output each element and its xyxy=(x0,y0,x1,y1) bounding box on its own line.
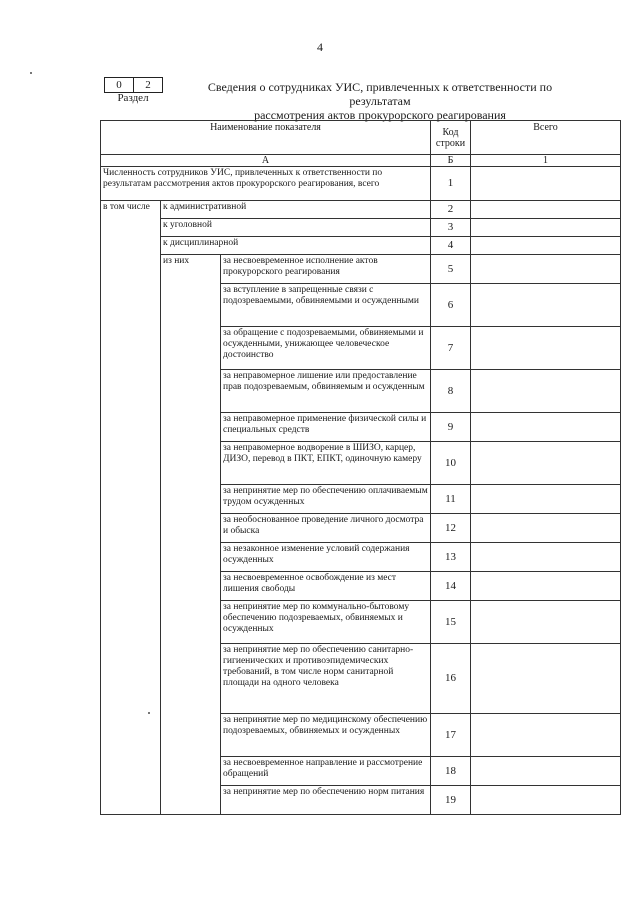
row-code: 3 xyxy=(431,219,471,237)
row-label: за несвоевременное исполнение актов прокурорского реагирования xyxy=(221,255,431,284)
row-total xyxy=(471,714,621,757)
letter-row xyxy=(101,155,621,167)
letter-code: Б xyxy=(431,155,471,167)
row-total xyxy=(471,255,621,284)
row-total xyxy=(471,413,621,442)
row-total xyxy=(471,237,621,255)
page-number: 4 xyxy=(317,40,323,54)
row-code: 4 xyxy=(431,237,471,255)
table-row xyxy=(101,167,621,201)
row-total xyxy=(471,786,621,815)
section-number-box xyxy=(104,77,162,93)
row-label: за необоснованное проведение личного досмотра и обыска xyxy=(221,514,431,543)
table-row xyxy=(101,255,621,284)
letter-name: А xyxy=(101,155,431,167)
row-label: к уголовной xyxy=(161,219,431,237)
row-code: 8 xyxy=(431,370,471,413)
row-code: 1 xyxy=(431,167,471,201)
row-label: за обращение с подозреваемыми, обвиняемыми и осужденными, унижающее человеческое достоинство xyxy=(221,327,431,370)
row-label: за неправомерное водворение в ШИЗО, карцер, ДИЗО, перевод в ПКТ, ЕПКТ, одиночную камеру xyxy=(221,442,431,485)
section-digit: 0 xyxy=(104,77,134,93)
row-code: 9 xyxy=(431,413,471,442)
header-code: Код строки xyxy=(431,121,471,155)
row-total xyxy=(471,327,621,370)
row-label: за непринятие мер по коммунально-бытовому обеспечению подозреваемых, обвиняемых и осужденных xyxy=(221,601,431,644)
row-total xyxy=(471,514,621,543)
letter-total: 1 xyxy=(471,155,621,167)
table-row xyxy=(101,201,621,219)
section-label: Раздел xyxy=(117,92,149,104)
row-code: 13 xyxy=(431,543,471,572)
section-title xyxy=(180,80,580,122)
row-total xyxy=(471,543,621,572)
row-code: 5 xyxy=(431,255,471,284)
row-code: 14 xyxy=(431,572,471,601)
header-name: Наименование показателя xyxy=(101,121,431,155)
row-code: 18 xyxy=(431,757,471,786)
row-code: 16 xyxy=(431,644,471,714)
header-row xyxy=(101,121,621,155)
row-code: 19 xyxy=(431,786,471,815)
row-code: 15 xyxy=(431,601,471,644)
scan-speck xyxy=(30,72,32,74)
row-total xyxy=(471,284,621,327)
row-total xyxy=(471,219,621,237)
row-label: за несвоевременное направление и рассмотрение обращений xyxy=(221,757,431,786)
row-total xyxy=(471,370,621,413)
row-total xyxy=(471,485,621,514)
row-code: 11 xyxy=(431,485,471,514)
scan-speck xyxy=(148,712,150,714)
row-label: за непринятие мер по обеспечению норм питания xyxy=(221,786,431,815)
section-title-line: Сведения о сотрудниках УИС, привлеченных к ответственности по результатам xyxy=(207,80,553,108)
row-label: за непринятие мер по обеспечению оплачиваемым трудом осужденных xyxy=(221,485,431,514)
row-label: за неправомерное лишение или предоставление прав подозреваемым, обвиняемым и осужденным xyxy=(221,370,431,413)
row-label: к дисциплинарной xyxy=(161,237,431,255)
row-label: за непринятие мер по обеспечению санитарно-гигиенических и противоэпидемических требований, в том числе норм санитарной площади на одного человека xyxy=(221,644,431,714)
indicator-table xyxy=(100,120,621,815)
row-label: за незаконное изменение условий содержания осужденных xyxy=(221,543,431,572)
table-row xyxy=(101,219,621,237)
section-title-line: рассмотрения актов прокурорского реагирования xyxy=(254,108,506,122)
row-total xyxy=(471,442,621,485)
section-digit: 2 xyxy=(133,77,163,93)
row-label: за неправомерное применение физической силы и специальных средств xyxy=(221,413,431,442)
row-total xyxy=(471,644,621,714)
row-code: 10 xyxy=(431,442,471,485)
row-label: к административной xyxy=(161,201,431,219)
row-total xyxy=(471,167,621,201)
group-including-label: в том числе xyxy=(101,201,161,815)
row-total xyxy=(471,572,621,601)
row-code: 2 xyxy=(431,201,471,219)
row-code: 12 xyxy=(431,514,471,543)
row-code: 6 xyxy=(431,284,471,327)
group-of-them-label: из них xyxy=(161,255,221,815)
row-total xyxy=(471,601,621,644)
row-total xyxy=(471,201,621,219)
row-label: за несвоевременное освобождение из мест лишения свободы xyxy=(221,572,431,601)
row-code: 17 xyxy=(431,714,471,757)
row-total xyxy=(471,757,621,786)
table-row xyxy=(101,237,621,255)
row-label: Численность сотрудников УИС, привлеченных к ответственности по результатам рассмотрения актов прокурорского реагирования, всего xyxy=(101,167,431,201)
header-total: Всего xyxy=(471,121,621,155)
row-label: за непринятие мер по медицинскому обеспечению подозреваемых, обвиняемых и осужденных xyxy=(221,714,431,757)
row-code: 7 xyxy=(431,327,471,370)
row-label: за вступление в запрещенные связи с подозреваемыми, обвиняемыми и осужденными xyxy=(221,284,431,327)
